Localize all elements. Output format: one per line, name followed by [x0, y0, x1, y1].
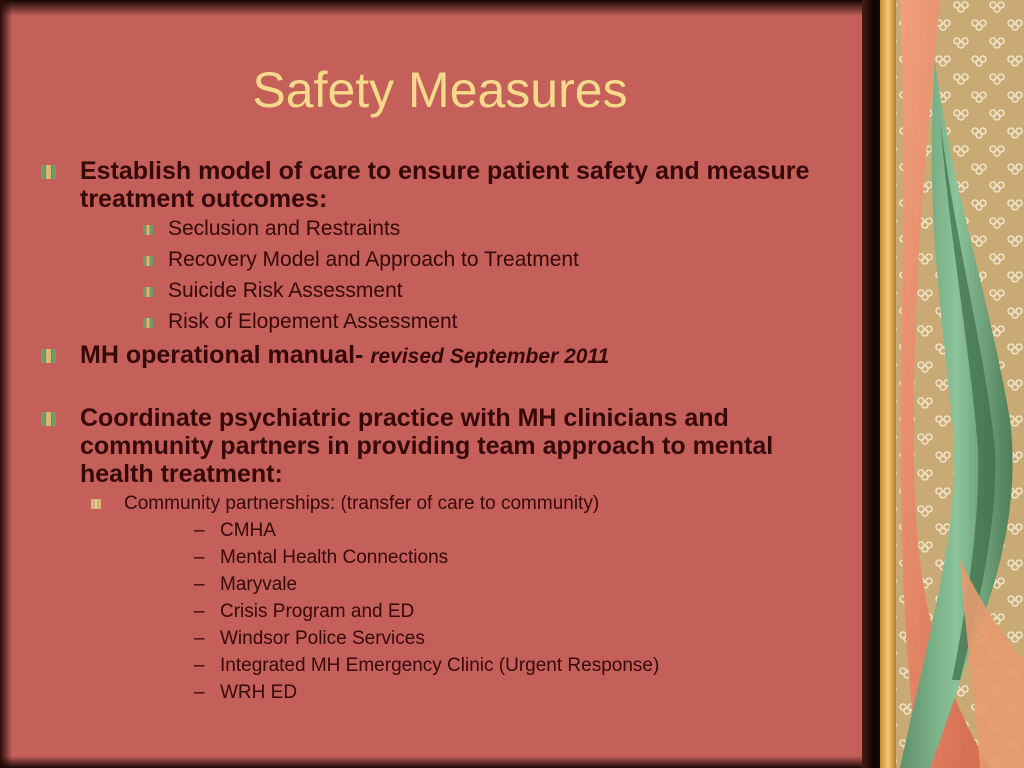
bullet-mh-operational-manual	[80, 341, 840, 371]
leaf-bullet-icon	[142, 224, 154, 236]
dash-marker: –	[194, 574, 205, 595]
bullet-coordinate-practice: Coordinate psychiatric practice with MH clinicians and community partners in providing team approach to mental health treatment:	[80, 404, 774, 488]
dash-marker: –	[194, 628, 205, 649]
bullet-establish-model: Establish model of care to ensure patient safety and measure treatment outcomes:	[80, 157, 810, 213]
partner-item: Windsor Police Services	[220, 628, 425, 649]
sub-bullet-elopement-risk: Risk of Elopement Assessment	[168, 310, 458, 333]
sub-bullet-recovery-model: Recovery Model and Approach to Treatment	[168, 248, 579, 271]
sub-bullet-suicide-risk: Suicide Risk Assessment	[168, 279, 403, 302]
partner-item: CMHA	[220, 520, 276, 541]
partner-item: Integrated MH Emergency Clinic (Urgent Response)	[220, 655, 660, 676]
partner-item: Mental Health Connections	[220, 547, 449, 568]
leaf-bullet-icon	[40, 347, 58, 365]
leaf-bullet-icon	[40, 410, 58, 428]
sub-bullet-community-partnerships: Community partnerships: (transfer of care to community)	[124, 493, 600, 514]
leaf-bullet-icon	[142, 255, 154, 267]
slide-title: Safety Measures	[252, 62, 628, 118]
leaf-bullet-icon	[40, 163, 58, 181]
partner-item: Crisis Program and ED	[220, 601, 415, 622]
dash-marker: –	[194, 682, 205, 703]
leaf-bullet-icon	[90, 498, 102, 510]
leaf-bullet-icon	[142, 317, 154, 329]
dash-marker: –	[194, 601, 205, 622]
leaf-bullet-icon	[142, 286, 154, 298]
sub-bullet-seclusion: Seclusion and Restraints	[168, 217, 401, 240]
partner-item: WRH ED	[220, 682, 298, 703]
decorative-side-panel	[880, 0, 1024, 768]
dash-marker: –	[194, 520, 205, 541]
dash-marker: –	[194, 547, 205, 568]
partner-item: Maryvale	[220, 574, 298, 595]
manual-revised-date: revised September 2011	[370, 345, 610, 368]
dash-marker: –	[194, 655, 205, 676]
manual-label: MH operational manual-	[80, 341, 371, 369]
